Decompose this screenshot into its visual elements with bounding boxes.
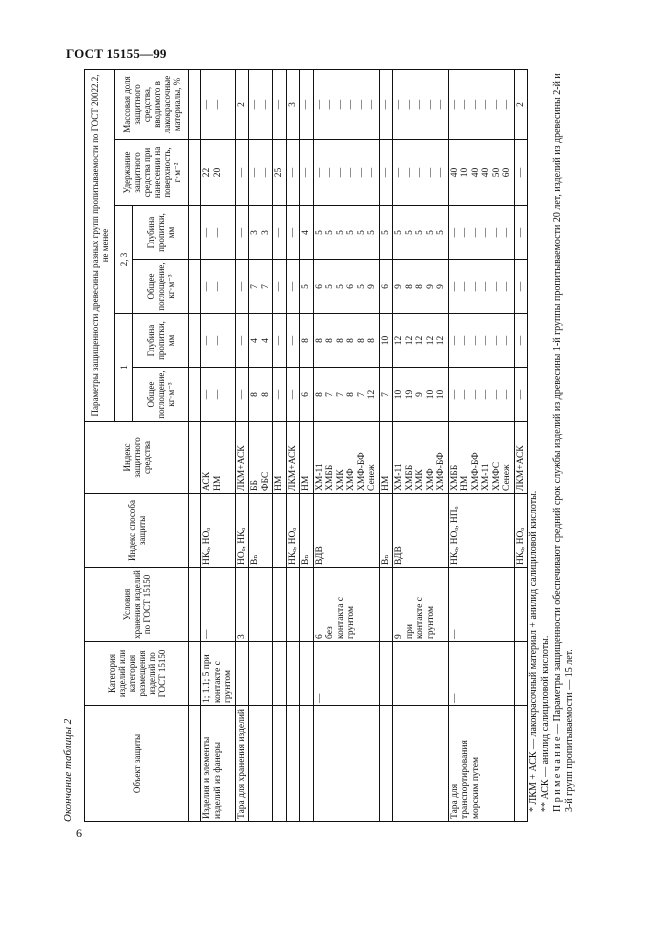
cell-agent: ХМ-11 ХМББ ХМК ХМФ ХМФ-БФ Сенеж (313, 422, 379, 494)
cell-category (235, 642, 249, 706)
cell-object (313, 706, 379, 822)
cell-agent: ББ ФБС (249, 422, 273, 494)
col-agent: Индекс защитного средства (85, 422, 189, 494)
table-notes (528, 72, 576, 812)
table-row (448, 70, 514, 822)
col-params-group: Параметры защищенности древесины разных групп пропитываемости по ГОСТ 20022.2, не менее (85, 70, 115, 422)
cell-category (273, 642, 287, 706)
cell-method: НКₒ, НОₒ, НПₒ (448, 494, 514, 568)
cell-storage (286, 568, 300, 642)
cell-g1-abs: 8 8 (249, 368, 273, 422)
cell-object (393, 706, 449, 822)
cell-retention: — — (249, 140, 273, 206)
cell-agent: АСК НМ (201, 422, 236, 494)
cell-object (379, 706, 393, 822)
col-g23-absorption: Общее поглощение, кг·м⁻³ (133, 260, 189, 314)
cell-agent: НМ (379, 422, 393, 494)
cell-method: НКₒ, НОₒ (514, 494, 528, 568)
cell-retention: — (514, 140, 528, 206)
cell-g23-abs: — — (201, 260, 236, 314)
cell-retention: — (286, 140, 300, 206)
cell-g1-depth: 4 4 (249, 314, 273, 368)
cell-category (514, 642, 528, 706)
cell-mass: 2 (514, 70, 528, 140)
cell-object (273, 706, 287, 822)
cell-mass: — — — — — (393, 70, 449, 140)
cell-agent: ХМ-11 ХМББ ХМК ХМФ ХМФ-БФ (393, 422, 449, 494)
table-continuation-label: Окончание таблицы 2 (62, 718, 74, 822)
cell-g23-abs: 6 5 5 6 5 9 (313, 260, 379, 314)
document-header: ГОСТ 15155—99 (66, 46, 167, 61)
cell-g1-abs: 7 (379, 368, 393, 422)
table-row (286, 70, 300, 822)
rotated-table-area (62, 62, 597, 822)
cell-g23-depth: 3 3 (249, 206, 273, 260)
cell-storage (249, 568, 273, 642)
cell-storage (300, 568, 314, 642)
col-group-2-3: 2, 3 (115, 206, 133, 314)
cell-object (286, 706, 300, 822)
table-row (313, 70, 379, 822)
footnote-2: ** АСК — анилид салициловой кислоты. (540, 635, 551, 812)
cell-g1-abs: 8 7 7 8 7 12 (313, 368, 379, 422)
cell-g23-abs: 9 8 8 9 9 (393, 260, 449, 314)
table-body (201, 70, 528, 822)
cell-object: Тара для транспортирования морским путем (448, 706, 514, 822)
table-row (201, 70, 236, 822)
cell-category (300, 642, 314, 706)
cell-g23-depth: — (273, 206, 287, 260)
cell-method: НКₒ, НОₒ (286, 494, 300, 568)
cell-method: Вₙ (300, 494, 314, 568)
cell-method (273, 494, 287, 568)
cell-g1-depth: 8 8 8 8 8 8 (313, 314, 379, 368)
col-method: Индекс способа защиты (85, 494, 189, 568)
cell-storage (379, 568, 393, 642)
cell-category (379, 642, 393, 706)
cell-storage: — (201, 568, 236, 642)
cell-method: Вₙ (249, 494, 273, 568)
cell-g1-abs: — (235, 368, 249, 422)
cell-retention: — — — — — (393, 140, 449, 206)
table-row (249, 70, 273, 822)
cell-mass: — (273, 70, 287, 140)
cell-agent: НМ (300, 422, 314, 494)
cell-category (393, 642, 449, 706)
cell-category (249, 642, 273, 706)
col-category: Категория изделий или категория размещения изделий по ГОСТ 15150 (85, 642, 189, 706)
cell-g23-abs: — — — — — — (448, 260, 514, 314)
cell-g23-depth: 5 5 5 5 5 (393, 206, 449, 260)
cell-g1-depth: 10 (379, 314, 393, 368)
cell-g1-abs: — (273, 368, 287, 422)
cell-retention: 22 20 (201, 140, 236, 206)
cell-storage: 3 (235, 568, 249, 642)
cell-mass: — (300, 70, 314, 140)
cell-g1-depth: 12 12 12 12 12 (393, 314, 449, 368)
cell-object (300, 706, 314, 822)
cell-object: Тара для хранения изделий (235, 706, 249, 822)
cell-agent: НМ (273, 422, 287, 494)
cell-g1-abs: — — — — — — (448, 368, 514, 422)
cell-mass: — — — — — — (448, 70, 514, 140)
cell-g23-abs: 6 (379, 260, 393, 314)
cell-g1-abs: — (514, 368, 528, 422)
cell-g1-depth: — (235, 314, 249, 368)
cell-object: Изделия и элементы изделий из фанеры (201, 706, 236, 822)
col-mass-fraction: Массовая доля защитного средства, вводимого в лакокрасочные материалы, % (115, 70, 189, 140)
col-retention: Удержание защитного средства при нанесении на поверхность, г·м⁻² (115, 140, 189, 206)
cell-category (286, 642, 300, 706)
cell-retention: — (235, 140, 249, 206)
cell-g23-abs: 5 (300, 260, 314, 314)
cell-storage: 6 без контакта с грунтом (313, 568, 379, 642)
footnote-1: * ЛКМ + АСК — лакокрасочный материал + анилид салициловой кислоты. (528, 490, 539, 812)
cell-mass: 3 (286, 70, 300, 140)
cell-g23-abs: — (273, 260, 287, 314)
cell-mass: — — — — — — (313, 70, 379, 140)
page-number: 6 (76, 826, 82, 840)
cell-retention: — (300, 140, 314, 206)
cell-storage (514, 568, 528, 642)
protection-parameters-table (84, 69, 528, 822)
table-row (273, 70, 287, 822)
cell-method: НОₒ, НКₒ (235, 494, 249, 568)
cell-g23-depth: 5 (379, 206, 393, 260)
cell-g1-depth: — (514, 314, 528, 368)
cell-method: ВДВ (313, 494, 379, 568)
cell-method: НКₒ, НОₒ (201, 494, 236, 568)
cell-g1-depth: — (286, 314, 300, 368)
cell-object (514, 706, 528, 822)
cell-object (249, 706, 273, 822)
cell-g23-depth: — — (201, 206, 236, 260)
col-storage: Условия хранения изделий по ГОСТ 15150 (85, 568, 189, 642)
cell-g23-depth: — (235, 206, 249, 260)
col-group-1: 1 (115, 314, 133, 422)
cell-mass: 2 (235, 70, 249, 140)
cell-agent: ЛКМ+АСК (235, 422, 249, 494)
cell-g1-abs: — (286, 368, 300, 422)
cell-agent: ЛКМ+АСК (286, 422, 300, 494)
col-g1-depth: Глубина пропитки, мм (133, 314, 189, 368)
cell-g1-depth: — — (201, 314, 236, 368)
table-row (514, 70, 528, 822)
cell-retention: 40 10 40 40 50 60 (448, 140, 514, 206)
cell-retention: — — — — — — (313, 140, 379, 206)
cell-category: — (448, 642, 514, 706)
cell-mass: — — (201, 70, 236, 140)
cell-g1-depth: — — — — — — (448, 314, 514, 368)
cell-category: 1; 1.1; 5 при контакте с грунтом (201, 642, 236, 706)
cell-retention: 25 (273, 140, 287, 206)
cell-g23-depth: 5 5 5 5 5 5 (313, 206, 379, 260)
cell-g23-abs: — (235, 260, 249, 314)
cell-g23-abs: — (514, 260, 528, 314)
cell-g1-abs: 10 19 9 10 10 (393, 368, 449, 422)
cell-g1-depth: — (273, 314, 287, 368)
cell-category: — (313, 642, 379, 706)
cell-g1-abs: 6 (300, 368, 314, 422)
cell-storage: — (448, 568, 514, 642)
table-row (235, 70, 249, 822)
cell-agent: ЛКМ+АСК (514, 422, 528, 494)
col-object: Объект защиты (85, 706, 189, 822)
col-g23-depth: Глубина пропитки, мм (133, 206, 189, 260)
cell-g23-abs: 7 7 (249, 260, 273, 314)
table-note: П р и м е ч а н и е — Параметры защищенности обеспечивают средний срок службы изделий из древесины 1-й группы пропитываемости 20 лет, изделий из древесины 2-й и 3-й групп пропитываемости — 15 лет. (552, 73, 575, 812)
cell-agent: ХМББ НМ ХМФ-БФ ХМ-11 ХМФС Сенеж (448, 422, 514, 494)
cell-g23-depth: 4 (300, 206, 314, 260)
table-row (379, 70, 393, 822)
cell-g23-abs: — (286, 260, 300, 314)
col-g1-absorption: Общее поглощение, кг·м⁻³ (133, 368, 189, 422)
cell-g1-depth: 8 (300, 314, 314, 368)
cell-method: Вₙ (379, 494, 393, 568)
cell-mass: — — (249, 70, 273, 140)
cell-method: ВДВ (393, 494, 449, 568)
cell-g1-abs: — — (201, 368, 236, 422)
cell-g23-depth: — (286, 206, 300, 260)
table-row (300, 70, 314, 822)
cell-storage: 9 при контакте с грунтом (393, 568, 449, 642)
cell-retention: — (379, 140, 393, 206)
cell-mass: — (379, 70, 393, 140)
table-row (393, 70, 449, 822)
cell-storage (273, 568, 287, 642)
cell-g23-depth: — — — — — — (448, 206, 514, 260)
cell-g23-depth: — (514, 206, 528, 260)
